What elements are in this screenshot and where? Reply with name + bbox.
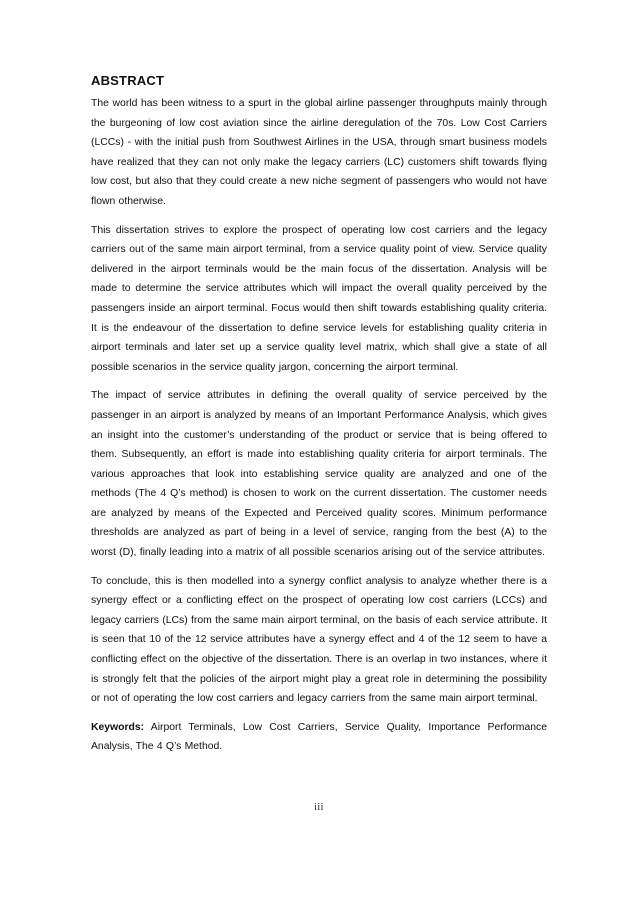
abstract-page	[91, 73, 547, 757]
keywords-label: Keywords:	[91, 721, 145, 733]
abstract-paragraph-1: The world has been witness to a spurt in the global airline passenger throughputs mainly through the burgeoning of low cost aviation since the airline deregulation of the 70s. Low Cost Carriers (LCCs) - with the initial push from Southwest Airlines in the USA, through smart business models have realized that they can not only make the legacy carriers (LC) customers shift towards flying low cost, but also that they could create a new niche segment of passengers who would not have flown otherwise.	[91, 98, 547, 207]
keywords-paragraph	[91, 718, 547, 757]
keywords-list: Airport Terminals, Low Cost Carriers, Service Quality, Importance Performance Analysis, The 4 Q’s Method.	[91, 721, 547, 753]
abstract-heading: ABSTRACT	[91, 73, 165, 88]
abstract-paragraph-3: The impact of service attributes in defining the overall quality of service perceived by the passenger in an airport is analyzed by means of an Important Performance Analysis, which gives an insight into the customer’s understanding of the product or service that is being offered to them. Subsequently, an effort is made into establishing quality criteria for airport terminals. The various approaches that look into establishing service quality are analyzed and one of the methods (The 4 Q’s method) is chosen to work on the current dissertation. The customer needs are analyzed by means of the Expected and Perceived quality scores. Minimum performance thresholds are analyzed as part of being in a level of service, ranging from the best (A) to the worst (D), finally leading into a matrix of all possible scenarios arising out of the service attributes.	[91, 390, 547, 559]
abstract-paragraph-4: To conclude, this is then modelled into a synergy conflict analysis to analyze whether there is a synergy effect or a conflicting effect on the prospect of operating low cost carriers (LCCs) and legacy carriers (LCs) from the same main airport terminal, on the basis of each service attribute. It is seen that 10 of the 12 service attributes have a synergy effect and 4 of the 12 seem to have a conflicting effect on the objective of the dissertation. There is an overlap in two instances, where it is strongly felt that the policies of the airport might play a great role in determining the possibility or not of operating the low cost carriers and legacy carriers from the same main airport terminal.	[91, 575, 547, 705]
page-number: iii	[314, 802, 324, 813]
abstract-paragraph-2: This dissertation strives to explore the prospect of operating low cost carriers and the legacy carriers out of the same main airport terminal, from a service quality point of view. Service quality delivered in the airport terminals would be the main focus of the dissertation. Analysis will be made to determine the service attributes which will impact the overall quality perceived by the passengers inside an airport terminal. Focus would then shift towards establishing quality criteria. It is the endeavour of the dissertation to define service levels for establishing quality criteria in airport terminals and later set up a service quality level matrix, which shall give a state of all possible scenarios in the service quality jargon, concerning the airport terminal.	[91, 224, 547, 373]
